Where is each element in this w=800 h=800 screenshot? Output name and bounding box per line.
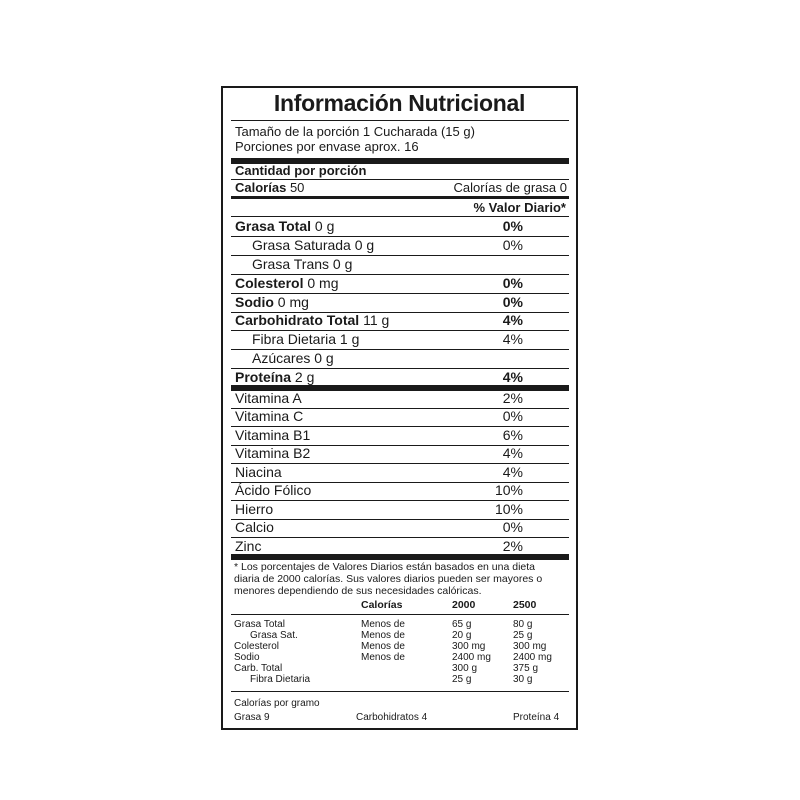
nutrient-row-fiber: Fibra Dietaria 1 g — [252, 331, 360, 347]
divider — [231, 216, 569, 217]
nutrient-pct-cholesterol: 0% — [502, 275, 523, 291]
calories-value: 50 — [289, 180, 305, 195]
ref-row-label: Grasa Sat. — [250, 630, 298, 641]
calories-row — [235, 180, 304, 195]
ref-header-2000: 2000 — [452, 599, 476, 611]
footnote-line: menores dependiendo de sus necesidades calóricas. — [234, 585, 482, 597]
calories-per-gram-carbs: Carbohidratos 4 — [356, 712, 428, 723]
ref-row-2500: 25 g — [513, 630, 533, 641]
calories-per-gram-label: Calorías por gramo — [234, 698, 320, 709]
nutrient-pct-carbs: 4% — [502, 312, 523, 328]
nutrient-row-trans-fat: Grasa Trans 0 g — [252, 256, 353, 272]
vitamin-row: Hierro — [235, 501, 274, 517]
ref-row-2500: 375 g — [513, 663, 539, 674]
amount-per-serving: Cantidad por porción — [235, 163, 367, 178]
ref-row-2500: 30 g — [513, 674, 533, 685]
nutrient-pct-sat-fat: 0% — [502, 237, 523, 253]
calories-per-gram-fat: Grasa 9 — [234, 712, 270, 723]
vitamin-row: Calcio — [235, 519, 274, 535]
ref-row-2000: 65 g — [452, 619, 472, 630]
ref-row-label: Grasa Total — [234, 619, 285, 630]
nutrient-row-sat-fat: Grasa Saturada 0 g — [252, 237, 375, 253]
ref-row-2000: 300 mg — [452, 641, 486, 652]
vitamin-row: Vitamina A — [235, 390, 302, 406]
calories-from-fat: Calorías de grasa 0 — [453, 180, 567, 195]
nutrient-pct-fat: 0% — [502, 218, 523, 234]
nutrient-row-sodium: Sodio 0 mg — [235, 294, 309, 310]
nutrient-row-carbs: Carbohidrato Total 11 g — [235, 312, 390, 328]
vitamin-row: Zinc — [235, 538, 262, 554]
ref-row-label: Colesterol — [234, 641, 280, 652]
vitamin-pct: 10% — [494, 482, 523, 498]
vitamin-row: Vitamina C — [235, 408, 304, 424]
footnote-line: * Los porcentajes de Valores Diarios están basados en una dieta — [234, 561, 535, 573]
footnote-line: diaria de 2000 calorías. Sus valores diarios pueden ser mayores o — [234, 573, 543, 585]
ref-row-qual: Menos de — [361, 619, 405, 630]
vitamin-pct: 0% — [502, 519, 523, 535]
nutrient-pct-sodium: 0% — [502, 294, 523, 310]
ref-row-2000: 300 g — [452, 663, 478, 674]
ref-header-calories: Calorías — [361, 599, 403, 611]
vitamin-row: Ácido Fólico — [235, 482, 312, 498]
ref-header-2500: 2500 — [513, 599, 537, 611]
vitamin-pct: 4% — [502, 464, 523, 480]
ref-row-qual: Menos de — [361, 652, 405, 663]
ref-row-2500: 300 mg — [513, 641, 547, 652]
ref-row-qual: Menos de — [361, 641, 405, 652]
vitamin-row: Vitamina B1 — [235, 427, 311, 443]
serving-size: Tamaño de la porción 1 Cucharada (15 g) — [235, 124, 475, 139]
ref-row-label: Carb. Total — [234, 663, 283, 674]
servings-per-container: Porciones por envase aprox. 16 — [235, 139, 419, 154]
divider-medium — [231, 196, 569, 199]
vitamin-pct: 6% — [502, 427, 523, 443]
ref-row-2500: 2400 mg — [513, 652, 552, 663]
calories-per-gram-protein: Proteína 4 — [513, 712, 560, 723]
vitamin-pct: 2% — [502, 390, 523, 406]
label-title: Información Nutricional — [273, 90, 526, 116]
ref-row-2000: 25 g — [452, 674, 472, 685]
nutrient-row-fat: Grasa Total 0 g — [235, 218, 335, 234]
calories-label: Calorías — [235, 180, 287, 195]
ref-row-2500: 80 g — [513, 619, 533, 630]
vitamin-pct: 10% — [494, 501, 523, 517]
divider-thick — [231, 554, 569, 560]
ref-row-2000: 20 g — [452, 630, 472, 641]
ref-row-qual: Menos de — [361, 630, 405, 641]
nutrient-pct-fiber: 4% — [502, 331, 523, 347]
divider — [231, 614, 569, 615]
vitamin-pct: 4% — [502, 445, 523, 461]
nutrient-row-cholesterol: Colesterol 0 mg — [235, 275, 339, 291]
daily-value-header: % Valor Diario* — [473, 200, 566, 215]
vitamin-pct: 2% — [502, 538, 523, 554]
vitamin-row: Vitamina B2 — [235, 445, 311, 461]
ref-row-label: Sodio — [234, 652, 260, 663]
nutrient-row-protein: Proteína 2 g — [235, 369, 315, 385]
divider — [231, 120, 569, 121]
vitamin-pct: 0% — [502, 408, 523, 424]
nutrient-row-sugars: Azúcares 0 g — [252, 350, 334, 366]
ref-row-label: Fibra Dietaria — [250, 674, 311, 685]
nutrient-pct-protein: 4% — [502, 369, 523, 385]
nutrition-facts-label — [221, 86, 578, 730]
divider — [231, 691, 569, 692]
ref-row-2000: 2400 mg — [452, 652, 491, 663]
vitamin-row: Niacina — [235, 464, 282, 480]
